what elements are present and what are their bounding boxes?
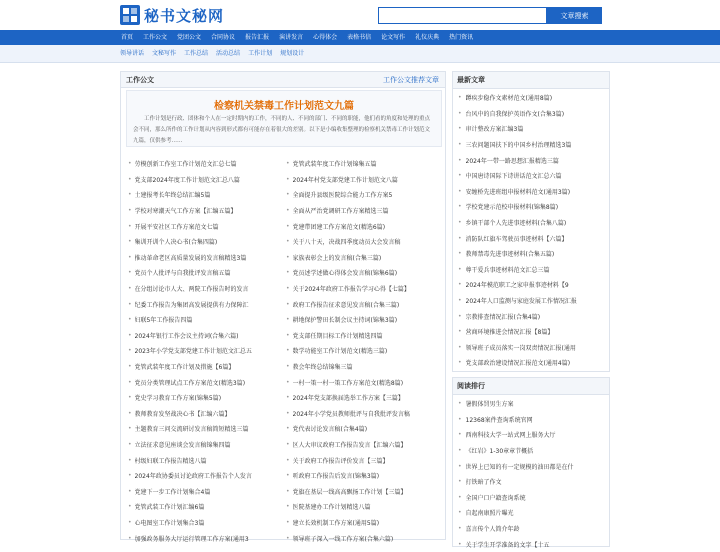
bullet-icon: • (458, 343, 462, 351)
list-item-link[interactable]: 推动革命老区高质量发展的发言稿精选3篇 (134, 254, 247, 262)
latest-item-link[interactable]: 尊干爱兵事迹材料范文汇总三篇 (465, 266, 550, 274)
list-item[interactable] (284, 406, 442, 422)
list-row (126, 390, 442, 406)
latest-item-link[interactable]: 2024年一带一路思想汇报精选三篇 (465, 157, 559, 165)
bullet-icon: • (128, 363, 132, 371)
bullet-icon: • (286, 472, 290, 480)
nav-item[interactable]: 合同协议 (211, 34, 236, 41)
list-item-link[interactable]: 党员分类管理试点工作方案范文(精选3篇) (134, 379, 246, 387)
list-item[interactable] (126, 265, 284, 281)
list-row (126, 328, 442, 344)
list-item[interactable] (284, 390, 442, 406)
nav-item[interactable]: 报告汇报 (245, 34, 270, 41)
latest-item[interactable] (453, 308, 609, 324)
bullet-icon: • (286, 378, 290, 386)
latest-item[interactable] (453, 230, 609, 246)
latest-item[interactable] (453, 137, 609, 153)
latest-item[interactable] (453, 355, 609, 371)
list-item[interactable] (284, 499, 442, 515)
list-item-link[interactable]: 立法征求意见座谈会发言稿锦集四篇 (134, 441, 231, 449)
bullet-icon: • (458, 540, 462, 548)
list-row (126, 452, 442, 468)
ranking-item-link[interactable]: 打铁暗了作文 (465, 479, 502, 487)
latest-item-link[interactable]: 乡镇干部个人先进事迹材料(合集八篇) (465, 220, 567, 228)
bullet-icon: • (128, 394, 132, 402)
bullet-icon: • (286, 409, 290, 417)
subnav-item[interactable]: 领导讲话 (120, 50, 145, 57)
bullet-icon: • (128, 160, 132, 168)
list-row (126, 515, 442, 531)
ranking-item[interactable] (453, 396, 609, 412)
nav-item[interactable]: 演讲发言 (279, 34, 304, 41)
list-item-link[interactable]: 2024年银行工作会议主持词(合集六篇) (134, 332, 239, 340)
article-list (126, 156, 442, 546)
main-panel-header (121, 72, 445, 88)
list-item[interactable] (126, 218, 284, 234)
bullet-icon: • (286, 300, 290, 308)
list-row (126, 156, 442, 172)
bullet-icon: • (286, 363, 290, 371)
list-item-link[interactable]: 党代表讨论发言稿(合集4篇) (292, 426, 368, 434)
list-item[interactable] (284, 187, 442, 203)
list-item-link[interactable]: 医院基建办工作计划精选八篇 (292, 504, 371, 512)
nav-item[interactable]: 党团公文 (177, 34, 202, 41)
list-item-link[interactable]: 村级妇联工作报告精选八篇 (134, 457, 207, 465)
list-row (126, 421, 442, 437)
nav-item[interactable]: 表格书信 (347, 34, 372, 41)
latest-item-link[interactable]: 台风中的自我保护英语作文(合集3篇) (465, 110, 565, 118)
list-item-link[interactable]: 一村一策一村一策工作方案范文(精选8篇) (292, 379, 404, 387)
ranking-item[interactable] (453, 474, 609, 490)
list-item[interactable] (126, 452, 284, 468)
latest-item-link[interactable]: 蹲疾步稳作文素材范文(通用8篇) (465, 95, 553, 103)
bullet-icon: • (286, 238, 290, 246)
bullet-icon: • (128, 456, 132, 464)
latest-item-link[interactable]: 安缠桥先进班组申报材料范文(通用3篇) (465, 188, 571, 196)
list-item[interactable] (126, 359, 284, 375)
list-item-link[interactable]: 区人大审议政府工作报告发言【汇编六篇】 (292, 441, 407, 449)
ranking-item-link[interactable]: 暑假体罚男生方案 (465, 401, 514, 409)
bullet-icon: • (458, 234, 462, 242)
bullet-icon: • (458, 265, 462, 273)
list-item-link[interactable]: 党管武装年度工作计划及措施【6篇】 (134, 364, 235, 372)
bullet-icon: • (128, 207, 132, 215)
list-item-link[interactable]: 党支部任期目标工作计划精选四篇 (292, 332, 383, 340)
subnav-item[interactable]: 规划设计 (280, 50, 305, 57)
latest-item-link[interactable]: 宗教排查情况汇报(合集4篇) (465, 313, 541, 321)
list-row (126, 172, 442, 188)
list-item-link[interactable]: 全面从严治党调研工作方案精选三篇 (292, 208, 389, 216)
latest-item[interactable] (453, 90, 609, 106)
main-panel (120, 71, 446, 543)
bullet-icon: • (458, 447, 462, 455)
latest-item[interactable] (453, 152, 609, 168)
list-item[interactable] (284, 374, 442, 390)
list-item-link[interactable]: 党旗在基层一线高高飘扬工作计划【三篇】 (292, 488, 407, 496)
subnav-item[interactable]: 工作计划 (248, 50, 273, 57)
list-item[interactable] (284, 312, 442, 328)
ranking-item[interactable] (453, 412, 609, 428)
bullet-icon: • (286, 222, 290, 230)
bullet-icon: • (128, 222, 132, 230)
list-item-link[interactable]: 党员述学述做心得体会发言稿(锦集6篇) (292, 270, 398, 278)
list-item[interactable] (126, 234, 284, 250)
latest-item-link[interactable]: 党支部政治建设情况汇报范文(通用4篇) (465, 360, 571, 368)
bullet-icon: • (286, 456, 290, 464)
bullet-icon: • (458, 109, 462, 117)
list-item-link[interactable]: 在分组讨论市人大、两院工作报告时的发言 (134, 286, 249, 294)
ranking-item[interactable] (453, 521, 609, 537)
ranking-item[interactable] (453, 536, 609, 552)
subnav-item[interactable]: 活动总结 (216, 50, 241, 57)
bullet-icon: • (458, 493, 462, 501)
list-item-link[interactable]: 党管武装工作计划汇编6篇 (134, 504, 205, 512)
latest-item-link[interactable]: 审计整改方案汇编3篇 (465, 126, 524, 134)
list-row (126, 530, 442, 546)
list-item-link[interactable]: 领导班子深入一线工作方案(合集六篇) (292, 535, 394, 543)
list-item-link[interactable]: 2024年小学党员教师批评与自我批评发言稿 (292, 410, 410, 418)
logo-icon (120, 5, 140, 25)
bullet-icon: • (286, 160, 290, 168)
bullet-icon: • (458, 312, 462, 320)
list-item-link[interactable]: 2024年政协委员讨论政府工作报告个人发言 (134, 473, 252, 481)
list-item-link[interactable]: 党建下一步工作计划集合4篇 (134, 488, 211, 496)
search-button[interactable]: 文章搜索 (547, 7, 602, 24)
bullet-icon: • (286, 425, 290, 433)
latest-item[interactable] (453, 121, 609, 137)
list-item-link[interactable]: 土建报考长年终总结汇编5篇 (134, 192, 211, 200)
list-item-link[interactable]: 建立长效机制工作方案(通用5篇) (292, 519, 380, 527)
list-item[interactable] (126, 374, 284, 390)
bullet-icon: • (458, 328, 462, 336)
list-item-link[interactable]: 主题教育三问交流研讨发言稿简短精选三篇 (134, 426, 249, 434)
list-item[interactable] (284, 437, 442, 453)
list-item[interactable] (284, 343, 442, 359)
bullet-icon: • (286, 440, 290, 448)
list-item[interactable] (126, 343, 284, 359)
bullet-icon: • (128, 191, 132, 199)
list-row (126, 218, 442, 234)
list-item[interactable] (126, 515, 284, 531)
bullet-icon: • (458, 187, 462, 195)
bullet-icon: • (458, 156, 462, 164)
latest-item[interactable] (453, 199, 609, 215)
latest-item[interactable] (453, 262, 609, 278)
list-item[interactable] (126, 483, 284, 499)
ranking-item-link[interactable]: 全国户口户籍查询系统 (465, 494, 526, 502)
list-item-link[interactable]: 教师教育发坚战决心书【汇编六篇】 (134, 410, 231, 418)
logo[interactable] (120, 5, 224, 25)
latest-item-link[interactable]: 学校党建示范校申报材料(锦集8篇) (465, 204, 559, 212)
latest-item-link[interactable]: 教师禁毒先进事迹材料(合集五篇) (465, 251, 555, 259)
ranking-item-link[interactable]: 世界上已知的有一定规模的油田都是在什 (465, 463, 574, 471)
latest-item-link[interactable]: 营商环境推进会情况汇报【8篇】 (465, 329, 554, 337)
bullet-icon: • (128, 503, 132, 511)
bullet-icon: • (128, 425, 132, 433)
bullet-icon: • (458, 281, 462, 289)
bullet-icon: • (286, 285, 290, 293)
list-item-link[interactable]: 学校对寒潮天气工作方案【汇编五篇】 (134, 208, 237, 216)
latest-item-link[interactable]: 2024年人口监测与家庭发展工作情况汇报 (465, 298, 577, 306)
list-row (126, 250, 442, 266)
bullet-icon: • (128, 285, 132, 293)
ranking-item[interactable] (453, 490, 609, 506)
list-row (126, 483, 442, 499)
ranking-item-link[interactable]: 关于学生开学准备的文字【十五 (465, 541, 550, 549)
bullet-icon: • (458, 203, 462, 211)
bullet-icon: • (286, 269, 290, 277)
list-item-link[interactable]: 关于八十天，决战四季度动员大会发言稿 (292, 239, 401, 247)
bullet-icon: • (128, 472, 132, 480)
list-item-link[interactable]: 政府工作报告征求意见发言稿(合集三篇) (292, 301, 400, 309)
bullet-icon: • (128, 300, 132, 308)
bullet-icon: • (128, 316, 132, 324)
latest-item[interactable] (453, 293, 609, 309)
list-item[interactable] (284, 359, 442, 375)
list-row (126, 187, 442, 203)
list-item[interactable] (126, 156, 284, 172)
bullet-icon: • (458, 400, 462, 408)
latest-item[interactable] (453, 184, 609, 200)
ranking-item-link[interactable]: 12368案件查询系统官网 (465, 416, 533, 424)
list-row (126, 343, 442, 359)
nav-item[interactable]: 工作公文 (143, 34, 168, 41)
bullet-icon: • (286, 534, 290, 542)
bullet-icon: • (458, 431, 462, 439)
bullet-icon: • (458, 359, 462, 367)
list-item-link[interactable]: 心电图室工作计划集合3篇 (134, 519, 205, 527)
list-item-link[interactable]: 关于2024年政府工作报告学习心得【七篇】 (292, 286, 410, 294)
bullet-icon: • (458, 509, 462, 517)
ranking-title: 阅读排行 (453, 378, 609, 395)
list-item[interactable] (284, 328, 442, 344)
bullet-icon: • (128, 440, 132, 448)
bullet-icon: • (128, 253, 132, 261)
latest-item[interactable] (453, 246, 609, 262)
subnav-item[interactable]: 文秘写作 (152, 50, 177, 57)
bullet-icon: • (458, 297, 462, 305)
list-item[interactable] (284, 218, 442, 234)
list-row (126, 499, 442, 515)
bullet-icon: • (458, 525, 462, 533)
list-item-link[interactable]: 党员个人批评与自我批评发言稿五篇 (134, 270, 231, 278)
latest-item[interactable] (453, 277, 609, 293)
list-item-link[interactable]: 2024年村党支部党建工作计划范文八篇 (292, 176, 398, 184)
bullet-icon: • (128, 269, 132, 277)
list-item-link[interactable]: 关于政府工作报告评价发言【三篇】 (292, 457, 389, 465)
list-item[interactable] (284, 281, 442, 297)
list-item[interactable] (126, 172, 284, 188)
list-row (126, 406, 442, 422)
ranking-panel (452, 377, 610, 547)
bullet-icon: • (286, 347, 290, 355)
bullet-icon: • (286, 316, 290, 324)
list-item-link[interactable]: 开展平安社区工作方案范文七篇 (134, 223, 219, 231)
latest-item[interactable] (453, 215, 609, 231)
logo-text: 秘书文秘网 (144, 6, 225, 25)
list-item[interactable] (126, 312, 284, 328)
bullet-icon: • (286, 518, 290, 526)
bullet-icon: • (458, 141, 462, 149)
list-item[interactable] (126, 296, 284, 312)
list-item-link[interactable]: 听政府工作报告后发言(锦集3篇) (292, 473, 380, 481)
list-row (126, 281, 442, 297)
list-item-link[interactable]: 2023年小学党支部党建工作计划范文汇总五 (134, 348, 252, 356)
list-item[interactable] (126, 328, 284, 344)
bullet-icon: • (128, 487, 132, 495)
latest-item-link[interactable]: 2024年模范职工之家申报事迹材料【9 (465, 282, 569, 290)
subnav-item[interactable]: 工作总结 (184, 50, 209, 57)
list-item[interactable] (284, 203, 442, 219)
list-item-link[interactable]: 纪委工作报告为集团高发展提供有力保障汇 (134, 301, 249, 309)
latest-item-link[interactable]: 消防队红旗车驾驶员事迹材料【六篇】 (465, 235, 568, 243)
latest-item[interactable] (453, 168, 609, 184)
list-item[interactable] (284, 421, 442, 437)
list-item[interactable] (284, 515, 442, 531)
bullet-icon: • (458, 462, 462, 470)
list-item[interactable] (284, 296, 442, 312)
list-item-link[interactable]: 党建带团建工作方案范文(精选6篇) (292, 223, 386, 231)
bullet-icon: • (458, 250, 462, 258)
list-item-link[interactable]: 2024年党支部换届选举工作方案【三篇】 (292, 395, 404, 403)
bullet-icon: • (458, 415, 462, 423)
list-item[interactable] (284, 265, 442, 281)
list-row (126, 468, 442, 484)
featured-title[interactable]: 检察机关禁毒工作计划范文九篇 (214, 101, 354, 112)
header (0, 0, 720, 30)
list-row (126, 437, 442, 453)
ranking-item-link[interactable]: 喜言传个人简介年龄 (465, 526, 520, 534)
nav-item[interactable]: 心得体会 (313, 34, 338, 41)
list-row (126, 296, 442, 312)
list-row (126, 234, 442, 250)
list-row (126, 265, 442, 281)
list-item[interactable] (126, 406, 284, 422)
ranking-item-link[interactable]: 《红岩》1-30章章节概括 (465, 448, 534, 456)
bullet-icon: • (128, 518, 132, 526)
list-item-link[interactable]: 全面提升县级医院综合能力工作方案5 (292, 192, 393, 200)
ranking-item[interactable] (453, 427, 609, 443)
list-item[interactable] (126, 281, 284, 297)
bullet-icon: • (458, 125, 462, 133)
list-item-link[interactable]: 劳模创新工作室工作计划范文汇总七篇 (134, 161, 237, 169)
bullet-icon: • (286, 253, 290, 261)
bullet-icon: • (458, 172, 462, 180)
list-item[interactable] (126, 390, 284, 406)
bullet-icon: • (128, 347, 132, 355)
list-item[interactable] (126, 468, 284, 484)
bullet-icon: • (128, 331, 132, 339)
list-item-link[interactable]: 耕地保护警田长制会议主持词(锦集3篇) (292, 317, 398, 325)
list-item[interactable] (126, 499, 284, 515)
list-item[interactable] (284, 234, 442, 250)
sub-nav (0, 45, 720, 63)
more-link[interactable]: 工作公文推荐文章 (383, 76, 439, 84)
ranking-item[interactable] (453, 505, 609, 521)
main-panel-title: 工作公文 (126, 76, 154, 84)
list-item-link[interactable]: 党史学习教育工作方案(锦集5篇) (134, 395, 222, 403)
latest-item[interactable] (453, 340, 609, 356)
list-item[interactable] (126, 421, 284, 437)
search-input[interactable] (378, 7, 547, 24)
list-row (126, 374, 442, 390)
list-item-link[interactable]: 教会年终总结锦集三篇 (292, 364, 353, 372)
list-item[interactable] (284, 530, 442, 546)
list-item[interactable] (284, 483, 442, 499)
bullet-icon: • (128, 238, 132, 246)
ranking-item[interactable] (453, 443, 609, 459)
list-item[interactable] (284, 156, 442, 172)
bullet-icon: • (128, 378, 132, 386)
bullet-icon: • (458, 219, 462, 227)
latest-title: 最新文章 (453, 72, 609, 89)
latest-item[interactable] (453, 106, 609, 122)
nav-item[interactable]: 热门资讯 (449, 34, 474, 41)
bullet-icon: • (286, 331, 290, 339)
list-item-link[interactable]: 党管武装年度工作计划锦集五篇 (292, 161, 377, 169)
list-item[interactable] (126, 203, 284, 219)
featured-desc: 工作计划是行政、团体和个人在一定时期内的工作，不同的人、不同的部门、不同的职能，他们看的角度和处理的重点会不同，那么所作的工作计划从内容到形式都有可能存在着很大的差别。以下是小编收集整理的检察机关禁毒工作计划范文九篇，仅供参考…… (133, 116, 431, 144)
list-row (126, 359, 442, 375)
latest-item-link[interactable]: 三农问题国扶下的中国乡村治理精选3篇 (465, 142, 572, 150)
list-item-link[interactable]: 集训开训个人决心书(合集四篇) (134, 239, 218, 247)
bullet-icon: • (286, 175, 290, 183)
nav-item[interactable]: 首页 (121, 34, 134, 41)
latest-item[interactable] (453, 324, 609, 340)
bullet-icon: • (128, 409, 132, 417)
list-item[interactable] (284, 250, 442, 266)
latest-item-link[interactable]: 中国唐诗国际下诗讲话范文汇总六篇 (465, 173, 562, 181)
list-item[interactable] (126, 250, 284, 266)
bullet-icon: • (286, 487, 290, 495)
bullet-icon: • (458, 478, 462, 486)
featured-article (126, 90, 442, 147)
bullet-icon: • (128, 175, 132, 183)
list-item-link[interactable]: 加强政务服务大厅运行管理工作方案(通用3 (134, 535, 249, 543)
latest-item-link[interactable]: 领导班子成员落实一岗双责情况汇报(通用 (465, 344, 576, 352)
list-item[interactable] (126, 187, 284, 203)
list-item[interactable] (126, 437, 284, 453)
list-item-link[interactable]: 家族表彰会上的发言稿(合集三篇) (292, 254, 382, 262)
bullet-icon: • (128, 534, 132, 542)
list-item[interactable] (126, 530, 284, 546)
ranking-item[interactable] (453, 458, 609, 474)
list-row (126, 203, 442, 219)
list-item-link[interactable]: 妇联5年工作报告四篇 (134, 317, 193, 325)
nav-item[interactable]: 论文写作 (381, 34, 406, 41)
list-item-link[interactable]: 党支部2024年度工作计划范文汇总八篇 (134, 176, 240, 184)
list-item[interactable] (284, 468, 442, 484)
nav-item[interactable]: 礼仪庆典 (415, 34, 440, 41)
ranking-item-link[interactable]: 自起南康照片曝光 (465, 510, 514, 518)
list-item[interactable] (284, 172, 442, 188)
main-nav (0, 30, 720, 45)
list-item-link[interactable]: 数学功能室工作计划范文(精选三篇) (292, 348, 388, 356)
ranking-item-link[interactable]: 西南科技大学一站式网上服务大厅 (465, 432, 556, 440)
bullet-icon: • (286, 191, 290, 199)
bullet-icon: • (458, 94, 462, 102)
bullet-icon: • (286, 503, 290, 511)
list-row (126, 312, 442, 328)
list-item[interactable] (284, 452, 442, 468)
bullet-icon: • (286, 207, 290, 215)
bullet-icon: • (286, 394, 290, 402)
latest-panel (452, 71, 610, 372)
